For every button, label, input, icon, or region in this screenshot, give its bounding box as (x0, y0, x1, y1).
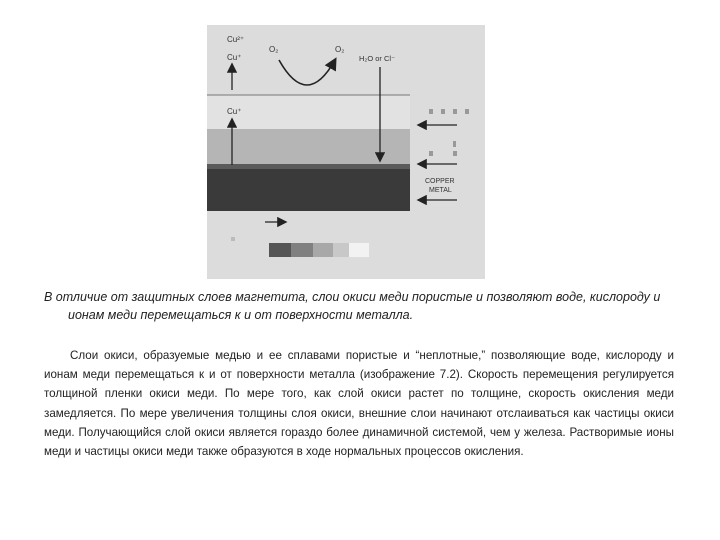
faint-mark (231, 237, 235, 241)
h2o-or-cl-label: H₂O or Cl⁻ (359, 54, 396, 63)
copper-metal-layer (207, 169, 410, 211)
faint-labels (429, 109, 469, 156)
copper-metal-label-line2: METAL (429, 187, 452, 194)
dense-oxide-layer (207, 164, 410, 169)
cuplus-mid-label: Cu⁺ (227, 107, 242, 116)
oxygen-curved-arrow (279, 60, 335, 85)
figure-caption: В отличие от защитных слоев магнетита, слои окиси меди пористые и позволяют воде, кислороду и ионам меди перемещаться к и от поверхности металла. (44, 290, 661, 322)
cuplus-top-label: Cu⁺ (227, 53, 242, 62)
gray-scale-bar (269, 243, 369, 257)
body-paragraph: Слои окиси, образуемые медью и ее сплавами пористые и “неплотные,” позволяющие воде, кислороду и ионам меди перемещаться к и от поверхности металла (изображение 7.2). Скорость перемещения регулируется толщиной пленки окиси меди. По мере того, как слой окиси растет по толщине, скорость окисления меди замедляется. По мере увеличения толщины слоя окиси, внешние слои начинают отслаиваться как частицы окиси меди. Получающийся слой окиси является гораздо более динамичной системой, чем у железа. Растворимые ионы меди и частицы окиси меди также образуются в ходе нормальных процессов окисления. (44, 349, 674, 459)
o2-right-label: O₂ (335, 45, 345, 54)
corrosion-diagram (207, 25, 485, 279)
cu2plus-label: Cu²⁺ (227, 35, 245, 44)
copper-metal-label-line1: COPPER (425, 178, 455, 185)
o2-left-label: O₂ (269, 45, 279, 54)
corrosion-diagram-svg (207, 25, 485, 279)
